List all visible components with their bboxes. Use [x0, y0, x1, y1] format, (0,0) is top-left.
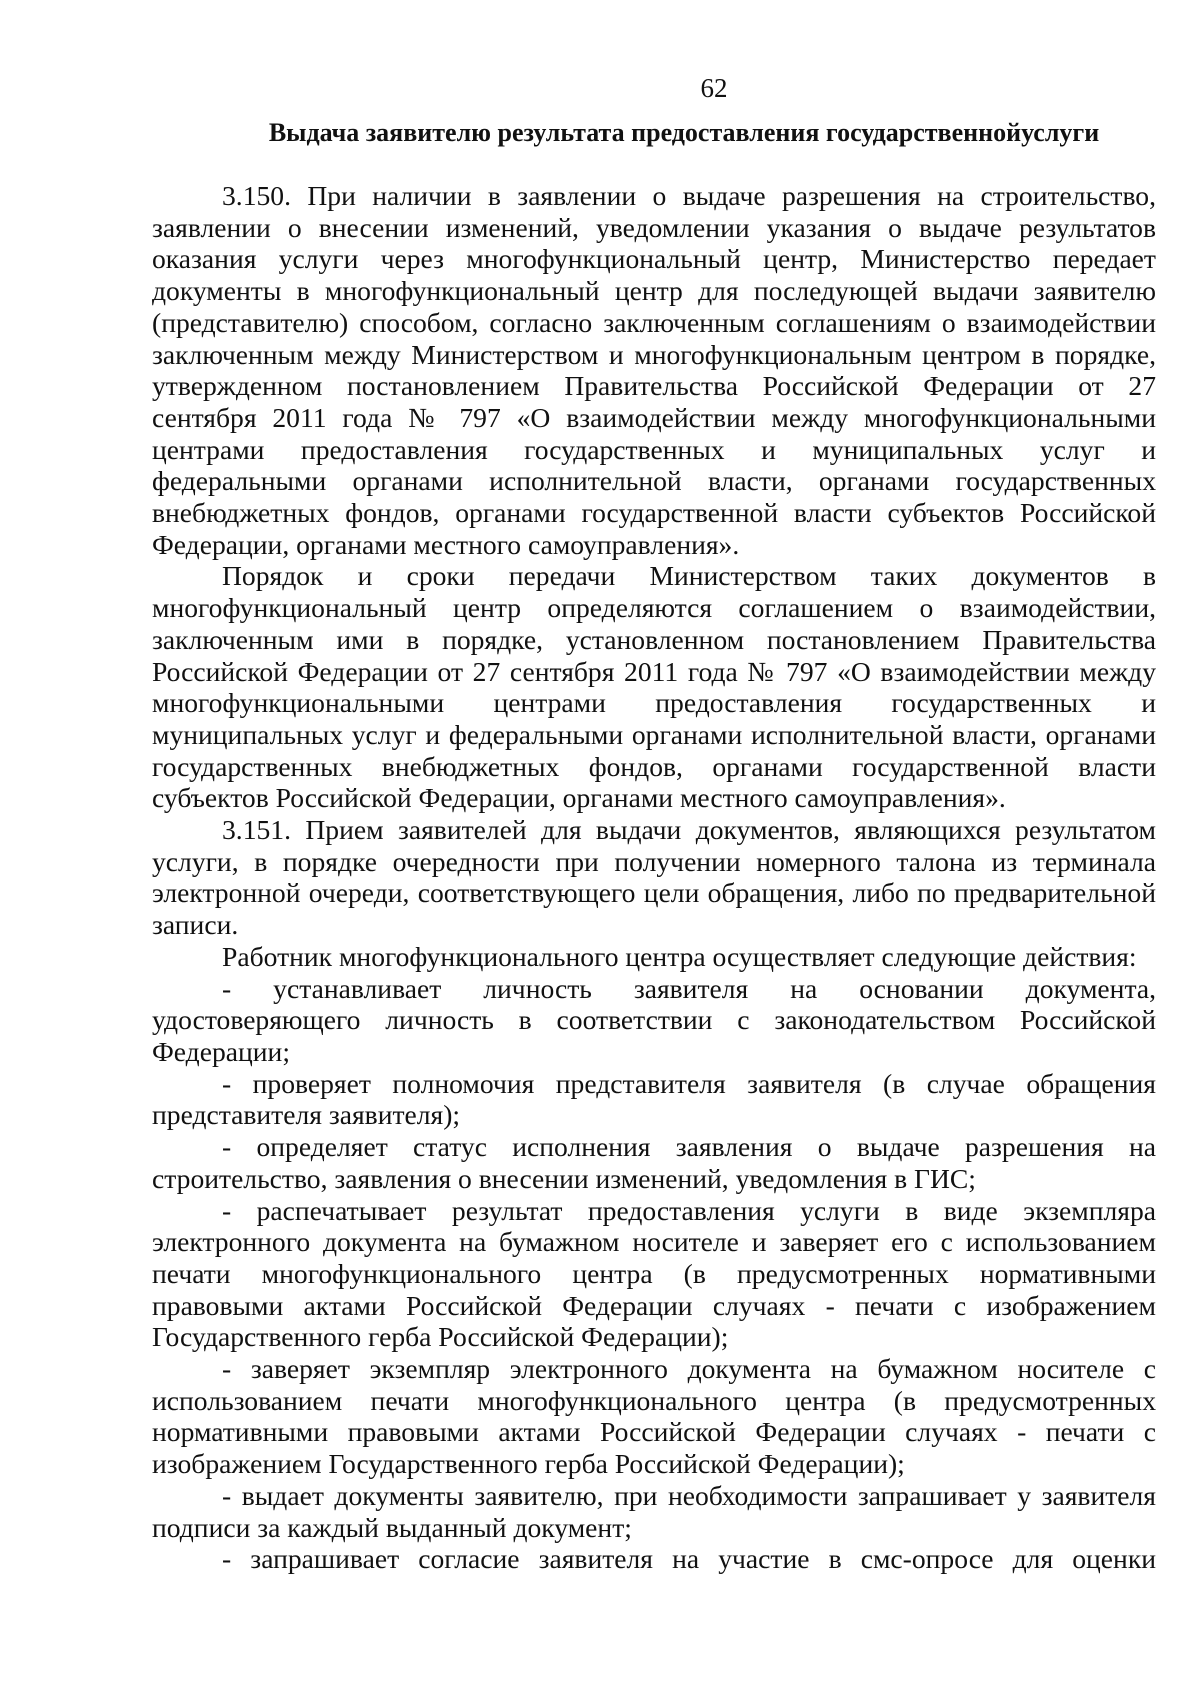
list-item-sms-survey: - запрашивает согласие заявителя на участие в смс-опросе для оценки	[222, 1543, 1156, 1575]
list-item-identity: - устанавливает личность заявителя на основании документа, удостоверяющего личность в соответствии с законодательством Российской Федерации;	[152, 972, 1156, 1067]
paragraph-3-150: 3.150. При наличии в заявлении о выдаче разрешения на строительство, заявлении о внесении изменений, уведомлении указания о выдаче результатов оказания услуги через многофункциональный центр, Министерство передает документы в многофункциональный центр для последующей выдачи заявителю (представителю) способом, согласно заключенным соглашениям о взаимодействии заключенным между Министерством и многофункциональным центром в порядке, утвержденном постановлением Правительства Российской Федерации от 27 сентября 2011 года № 797 «О взаимодействии между многофункциональными центрами предоставления государственных и муниципальных услуг и федеральными органами исполнительной власти, органами государственных внебюджетных фондов, органами государственной власти субъектов Российской Федерации, органами местного самоуправления».	[152, 180, 1156, 560]
list-item-status: - определяет статус исполнения заявления о выдаче разрешения на строительство, заявления о внесении изменений, уведомления в ГИС;	[152, 1131, 1156, 1194]
list-item-authority: - проверяет полномочия представителя заявителя (в случае обращения представителя заявителя);	[152, 1067, 1156, 1131]
page-number: 62	[700, 73, 728, 103]
section-heading: Выдача заявителю результата предоставления государственнойуслуги	[268, 118, 1100, 147]
document-page	[152, 68, 1156, 1575]
paragraph-worker-actions: Работник многофункционального центра осуществляет следующие действия:	[222, 940, 1137, 972]
list-item-certify-copy: - заверяет экземпляр электронного документа на бумажном носителе с использованием печати многофункционального центра (в предусмотренных нормативными правовыми актами Российской Федерации случаях - печати с изображением Государственного герба Российской Федерации);	[152, 1353, 1156, 1480]
list-item-print-result: - распечатывает результат предоставления услуги в виде экземпляра электронного документа на бумажном носителе и заверяет его с использованием печати многофункционального центра (в предусмотренных нормативными правовыми актами Российской Федерации случаях - печати с изображением Государственного герба Российской Федерации);	[152, 1194, 1156, 1353]
list-item-issue-documents: - выдает документы заявителю, при необходимости запрашивает у заявителя подписи за каждый выданный документ;	[152, 1479, 1156, 1543]
paragraph-transfer-order: Порядок и сроки передачи Министерством таких документов в многофункциональный центр определяются соглашением о взаимодействии, заключенным ими в порядке, установленном постановлением Правительства Российской Федерации от 27 сентября 2011 года № 797 «О взаимодействии между многофункциональными центрами предоставления государственных и муниципальных услуг и федеральными органами исполнительной власти, органами государственных внебюджетных фондов, органами государственной власти субъектов Российской Федерации, органами местного самоуправления».	[152, 560, 1156, 814]
paragraph-3-151: 3.151. Прием заявителей для выдачи документов, являющихся результатом услуги, в порядке очередности при получении номерного талона из терминала электронной очереди, соответствующего цели обращения, либо по предварительной записи.	[152, 814, 1156, 941]
